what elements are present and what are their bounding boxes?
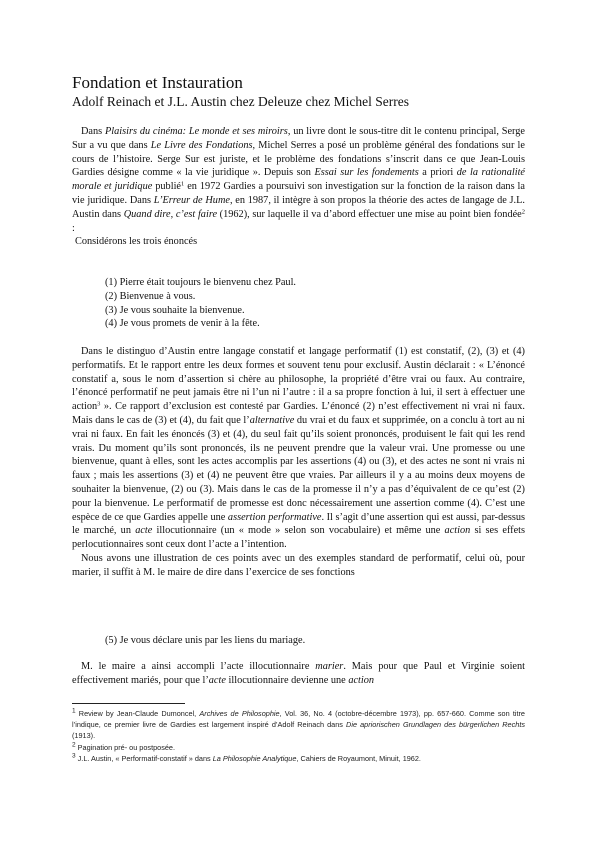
text-run: J.L. Austin, « Performatif-constatif » dans [75,753,213,763]
footnote-3 [72,753,525,764]
book-title: La Philosophie Analytique [212,753,297,763]
example-4: (4) Je vous promets de venir à la fête. [105,318,260,330]
document-subtitle: Adolf Reinach et J.L. Austin chez Deleuze chez Michel Serres [72,94,409,109]
example-list-2 [105,634,305,648]
footnote-ref-3[interactable]: 3 [97,400,101,408]
footnote-ref-1[interactable]: 1 [181,180,185,188]
paragraph-1 [72,125,525,235]
book-title: Quand dire, c’est faire [123,208,218,220]
emphasis: assertion performative [227,511,322,523]
emphasis: action [348,674,375,686]
text-run: : [72,222,75,234]
text-run: , Vol. 36, No. 4 (octobre-décembre 1973), pp. 657-660. Comme son titre l’indique, ce premier livre de Gardies est largement inspiré d’Adolf Reinach dans [72,709,525,730]
book-title: de la rationalité morale et juridique [72,167,526,193]
example-1: (1) Pierre était toujours le bienvenu chez Paul. [105,277,297,288]
text-run: . Il s’agit d’une assertion qui est aussi, par-dessus le marché, un [72,511,525,537]
book-title: Die apriorischen Grundlagen des bürgerlichen Rechts [346,720,525,730]
text-run: publié [152,181,181,193]
text-run: M. le maire a ainsi accompli l’acte illocutionnaire [81,661,316,672]
text-run: a priori [418,167,457,179]
footnotes [72,708,525,764]
book-title: Plaisirs du cinéma: Le monde et ses miroirs [104,126,288,137]
example-list-1 [105,276,296,331]
footnote-1 [72,708,525,742]
paragraph-3 [72,345,525,552]
paragraph-4: Nous avons une illustration de ces points avec un des exemples standard de performatif, celui où, pour marier, il suffit à M. le maire de dire dans l’exercice de ses fonctions [72,552,525,578]
paragraph-5 [72,660,525,688]
book-title: L’Erreur de Hume [153,194,230,206]
text-run: Dans le distinguo d’Austin entre langage constatif et langage performatif (1) est constatif, (2), (3) et (4) performatifs. Et le rapport entre les deux formes et souvent tenu pour exclusif. Austin déclarait : « L’énoncé constatif a, sous le nom d’assertion si chère au philosophe, la propriété d’être vrai ou faux. Au contraire, l’énoncé performatif ne peut jamais être ni l’un ni l’autre : il a sa propre fonction à lui, il sert à effectuer une action [72,346,525,413]
footnote-separator [72,703,185,704]
text-run: ». Ce rapport d’exclusion est contesté par Gardies. L’énoncé (2) n’est effectivement ni vrai ni faux. Mais dans le cas de (3) et (4), du fait que l’ [72,401,525,426]
footnote-number: 2 [72,741,76,749]
text-run: (1913). [72,731,96,741]
book-title: Le Livre des Fondations [150,139,253,151]
footnote-number: 1 [72,707,76,715]
example-3: (3) Je vous souhaite la bienvenue. [105,304,245,316]
emphasis: acte [208,674,226,686]
text-run: , un livre dont le sous-titre dit le contenu principal, Serge Sur a vu que dans [72,126,525,151]
text-run: . Mais pour que Paul et Virginie soient effectivement mariés, pour que l’ [72,661,526,686]
emphasis: action [444,525,471,537]
text-run: (1962), sur laquelle il va d’abord effectuer une mise au point bien fondée [217,208,522,220]
text-run: Review by Jean-Claude Dumoncel, [75,709,200,718]
emphasis: marier [315,661,344,672]
text-run: , en 1987, il intègre à son propos la théorie des actes de langage de J.L. Austin dans [72,194,525,220]
footnote-ref-2[interactable]: 2 [521,208,525,216]
book-title: Essai sur les fondements [314,167,419,179]
emphasis: acte [135,525,153,537]
footnote-number: 3 [72,752,76,760]
emphasis: alternative [249,414,295,426]
text-run: du vrai et du faux et supprimée, on a conclu à tort au ni vrai ni faux. En fait les énoncés (3) et (4), du seul fait qu’ils soient prononcés, produisent le fait qui les rend vrais. Du moment qu’ils sont prononcés, ils ne peuvent prendre que la valeur vrai. Une promesse ou une bienvenue, quant à elles, sont les actes accomplis par les assertions (4) ou (3), et des actes ne sont ni vrais ni faux ; mais les assertions (3) et (4) ne peuvent être que vraies. Par ailleurs il y a au moins deux moyens de souhaiter la bienvenue, (2) ou (3). Mais dans le cas de la promesse il n’y a pas d’équivalent de ce qu’est (2) pour la bienvenue. Le performatif de promesse est donc nécessairement une assertion comme (4). C’est une espèce de ce que Gardies appelle une [72,414,525,523]
text-run: si ses effets perlocutionnaires sont ceux dont l’acte a l’intention. [72,525,526,551]
journal-title: Archives de Philosophie [199,709,280,718]
text-run: en 1972 Gardies a poursuivi son investigation sur la fonction de la raison dans la vie juridique. Dans [72,181,525,206]
text-run: Dans [81,126,105,137]
document-title: Fondation et Instauration [72,73,243,92]
text-run: , Michel Serres a posé un problème général des fondations sur le cours de l’histoire. Serge Sur est juriste, et le problème des fondations s’inscrit dans ce que Jean-Louis Gardies désigne comme « la vie juridique ». Depuis son [72,139,525,179]
text-run: , Cahiers de Royaumont, Minuit, 1962. [296,753,421,763]
text-run: Pagination pré- ou postposée. [75,742,176,752]
body-block-3 [72,660,525,688]
footnote-2 [72,742,525,753]
body-block-1 [72,125,525,249]
body-block-2 [72,345,525,580]
example-5: (5) Je vous déclare unis par les liens du mariage. [105,635,306,646]
text-run: illocutionnaire (un « mode » selon son vocabulaire) et même une [152,525,445,537]
example-2: (2) Bienvenue à vous. [105,290,196,302]
text-run: illocutionnaire devienne une [225,674,349,686]
paragraph-2: Considérons les trois énoncés [75,236,198,248]
